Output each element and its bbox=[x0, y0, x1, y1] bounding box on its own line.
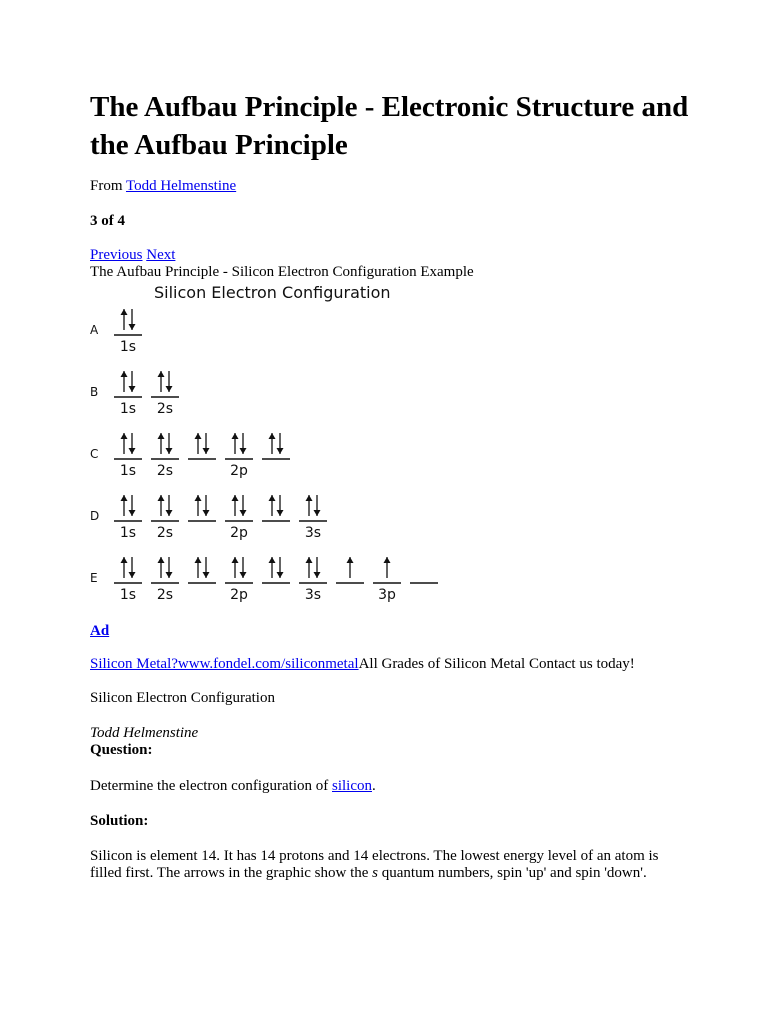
spin-up-arrow-head bbox=[121, 433, 128, 439]
byline-row bbox=[90, 177, 236, 195]
image-caption: The Aufbau Principle - Silicon Electron Configuration Example bbox=[90, 264, 474, 280]
spin-up-arrow-head bbox=[195, 495, 202, 501]
orbital-label-1s: 1s bbox=[119, 401, 137, 417]
spin-up-arrow-head bbox=[121, 309, 128, 315]
spin-up-arrow-head bbox=[158, 557, 165, 563]
spin-up-arrow-head bbox=[195, 557, 202, 563]
orbital-label-2s: 2s bbox=[156, 401, 174, 417]
spin-up-arrow-head bbox=[269, 433, 276, 439]
solution-line-1: Silicon is element 14. It has 14 protons and 14 electrons. The lowest energy level of an atom is bbox=[90, 848, 659, 864]
spin-down-arrow-head bbox=[240, 448, 247, 454]
silicon-link[interactable]: silicon bbox=[332, 778, 372, 794]
row-label-a: A bbox=[90, 323, 99, 337]
spin-up-arrow-head bbox=[269, 495, 276, 501]
spin-up-arrow-head bbox=[232, 433, 239, 439]
question-label: Question: bbox=[90, 742, 153, 758]
solution-text-2-em: s bbox=[372, 865, 378, 881]
solution-text-2b: quantum numbers, spin 'up' and spin 'down'. bbox=[378, 865, 647, 881]
spin-up-arrow-head bbox=[158, 433, 165, 439]
spin-up-arrow-head bbox=[232, 557, 239, 563]
spin-up-arrow-head bbox=[121, 371, 128, 377]
page-title: The Aufbau Principle - Electronic Structure and the Aufbau Principle bbox=[90, 91, 689, 161]
orbital-label-2p: 2p bbox=[230, 587, 248, 603]
spin-up-arrow-head bbox=[195, 433, 202, 439]
spin-down-arrow-head bbox=[203, 572, 210, 578]
row-label-d: D bbox=[90, 509, 100, 523]
spin-down-arrow-head bbox=[166, 386, 173, 392]
page-count: 3 of 4 bbox=[90, 213, 125, 229]
orbital-label-3s: 3s bbox=[304, 525, 322, 541]
orbital-label-3s: 3s bbox=[304, 587, 322, 603]
pager bbox=[90, 246, 175, 264]
ad-label-row bbox=[90, 622, 109, 640]
next-link[interactable]: Next bbox=[146, 247, 176, 263]
orbital-label-2p: 2p bbox=[230, 525, 248, 541]
orbital-label-2s: 2s bbox=[156, 587, 174, 603]
spin-up-arrow-head bbox=[384, 557, 391, 563]
spin-up-arrow-head bbox=[269, 557, 276, 563]
previous-link[interactable]: Previous bbox=[90, 247, 143, 263]
spin-down-arrow-head bbox=[166, 448, 173, 454]
diagram-title: Silicon Electron Configuration bbox=[154, 283, 391, 302]
spin-down-arrow-head bbox=[203, 448, 210, 454]
orbital-label-1s: 1s bbox=[119, 339, 137, 355]
question-text bbox=[90, 777, 376, 795]
spin-down-arrow-head bbox=[314, 572, 321, 578]
orbital-label-1s: 1s bbox=[119, 525, 137, 541]
row-label-b: B bbox=[90, 385, 99, 399]
spin-down-arrow-head bbox=[166, 572, 173, 578]
author-link[interactable]: Todd Helmenstine bbox=[125, 178, 237, 194]
spin-down-arrow-head bbox=[240, 510, 247, 516]
orbital-label-3p: 3p bbox=[378, 587, 396, 603]
orbital-label-1s: 1s bbox=[119, 587, 137, 603]
electron-configuration-diagram bbox=[88, 280, 448, 610]
spin-down-arrow-head bbox=[129, 386, 136, 392]
solution-text-2a: filled first. The arrows in the graphic show the bbox=[90, 865, 373, 881]
spin-up-arrow-head bbox=[158, 495, 165, 501]
spin-up-arrow-head bbox=[158, 371, 165, 377]
spin-down-arrow-head bbox=[277, 448, 284, 454]
question-text-after: . bbox=[372, 778, 376, 794]
orbital-label-1s: 1s bbox=[119, 463, 137, 479]
spin-down-arrow-head bbox=[277, 572, 284, 578]
solution-line-2 bbox=[90, 864, 647, 882]
ad-label-link[interactable]: Ad bbox=[90, 623, 110, 639]
byline-author: Todd Helmenstine bbox=[90, 725, 199, 741]
section-title: Silicon Electron Configuration bbox=[90, 690, 275, 706]
spin-down-arrow-head bbox=[129, 572, 136, 578]
spin-down-arrow-head bbox=[203, 510, 210, 516]
spin-down-arrow-head bbox=[129, 324, 136, 330]
row-label-c: C bbox=[90, 447, 99, 461]
spin-up-arrow-head bbox=[121, 495, 128, 501]
orbital-label-2s: 2s bbox=[156, 463, 174, 479]
ad-row bbox=[90, 655, 635, 673]
solution-label: Solution: bbox=[90, 813, 149, 829]
row-label-e: E bbox=[90, 571, 98, 585]
ad-text: All Grades of Silicon Metal Contact us today! bbox=[358, 656, 635, 672]
spin-up-arrow-head bbox=[232, 495, 239, 501]
spin-down-arrow-head bbox=[240, 572, 247, 578]
spin-up-arrow-head bbox=[306, 495, 313, 501]
spin-down-arrow-head bbox=[129, 510, 136, 516]
from-label: From bbox=[90, 178, 126, 194]
orbital-label-2s: 2s bbox=[156, 525, 174, 541]
spin-down-arrow-head bbox=[314, 510, 321, 516]
question-text-before: Determine the electron configuration of bbox=[90, 778, 332, 794]
orbital-label-2p: 2p bbox=[230, 463, 248, 479]
spin-up-arrow-head bbox=[121, 557, 128, 563]
spin-down-arrow-head bbox=[277, 510, 284, 516]
ad-link[interactable]: Silicon Metal?www.fondel.com/siliconmetal bbox=[90, 656, 359, 672]
spin-down-arrow-head bbox=[166, 510, 173, 516]
spin-up-arrow-head bbox=[347, 557, 354, 563]
spin-down-arrow-head bbox=[129, 448, 136, 454]
spin-up-arrow-head bbox=[306, 557, 313, 563]
